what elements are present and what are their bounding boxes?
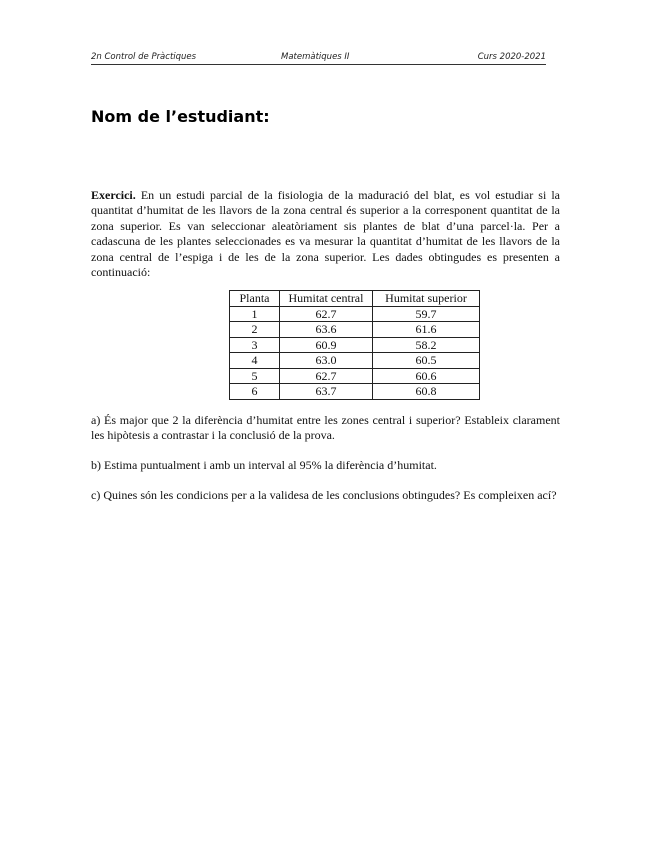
cell-planta: 5 [230, 368, 280, 384]
question-b: b) Estima puntualment i amb un interval al 95% la diferència d’humitat. [91, 458, 437, 472]
question-a: a) És major que 2 la diferència d’humitat entre les zones central i superior? Estableix clarament les hipòtesis a contrastar i la conclusió de la prova. [91, 413, 560, 443]
cell-planta: 6 [230, 384, 280, 400]
table-row [230, 384, 480, 400]
cell-humitat-superior: 61.6 [373, 322, 480, 338]
question-c: c) Quines són les condicions per a la validesa de les conclusions obtingudes? Es compleixen ací? [91, 488, 557, 502]
cell-humitat-central: 63.6 [280, 322, 373, 338]
cell-humitat-superior: 60.5 [373, 353, 480, 369]
cell-planta: 1 [230, 306, 280, 322]
table-row [230, 322, 480, 338]
column-header-planta: Planta [230, 291, 280, 307]
table-row [230, 368, 480, 384]
exercise-text: En un estudi parcial de la fisiologia de la maduració del blat, es vol estudiar si la quantitat d’humitat de les llavors de la zona central és superior a la corresponent quantitat de la zona superior. Es van seleccionar aleatòriament sis plantes de blat d’una parcel·la. Per a cadascuna de les plantes seleccionades es va mesurar la quantitat d’humitat de les llavors de la zona central de l’espiga i de les de la zona superior. Les dades obtingudes es presenten a continuació: [91, 188, 560, 280]
table-row [230, 353, 480, 369]
cell-humitat-central: 63.0 [280, 353, 373, 369]
cell-humitat-central: 63.7 [280, 384, 373, 400]
table-row [230, 337, 480, 353]
page-header [91, 52, 546, 65]
cell-planta: 4 [230, 353, 280, 369]
cell-planta: 2 [230, 322, 280, 338]
cell-humitat-superior: 60.6 [373, 368, 480, 384]
cell-humitat-central: 60.9 [280, 337, 373, 353]
exercise-statement [91, 188, 560, 280]
column-header-humitat-superior: Humitat superior [373, 291, 480, 307]
cell-humitat-superior: 59.7 [373, 306, 480, 322]
cell-humitat-central: 62.7 [280, 306, 373, 322]
column-header-humitat-central: Humitat central [280, 291, 373, 307]
student-name-label: Nom de l’estudiant: [91, 107, 270, 126]
cell-humitat-central: 62.7 [280, 368, 373, 384]
cell-humitat-superior: 58.2 [373, 337, 480, 353]
header-academic-year: Curs 2020-2021 [477, 52, 546, 62]
cell-planta: 3 [230, 337, 280, 353]
exercise-title: Exercici. [91, 188, 136, 202]
header-course-control: 2n Control de Pràctiques [91, 52, 197, 62]
cell-humitat-superior: 60.8 [373, 384, 480, 400]
table-header-row [230, 291, 480, 307]
header-subject: Matemàtiques II [281, 52, 350, 62]
humidity-data-table [229, 290, 480, 400]
table-row [230, 306, 480, 322]
